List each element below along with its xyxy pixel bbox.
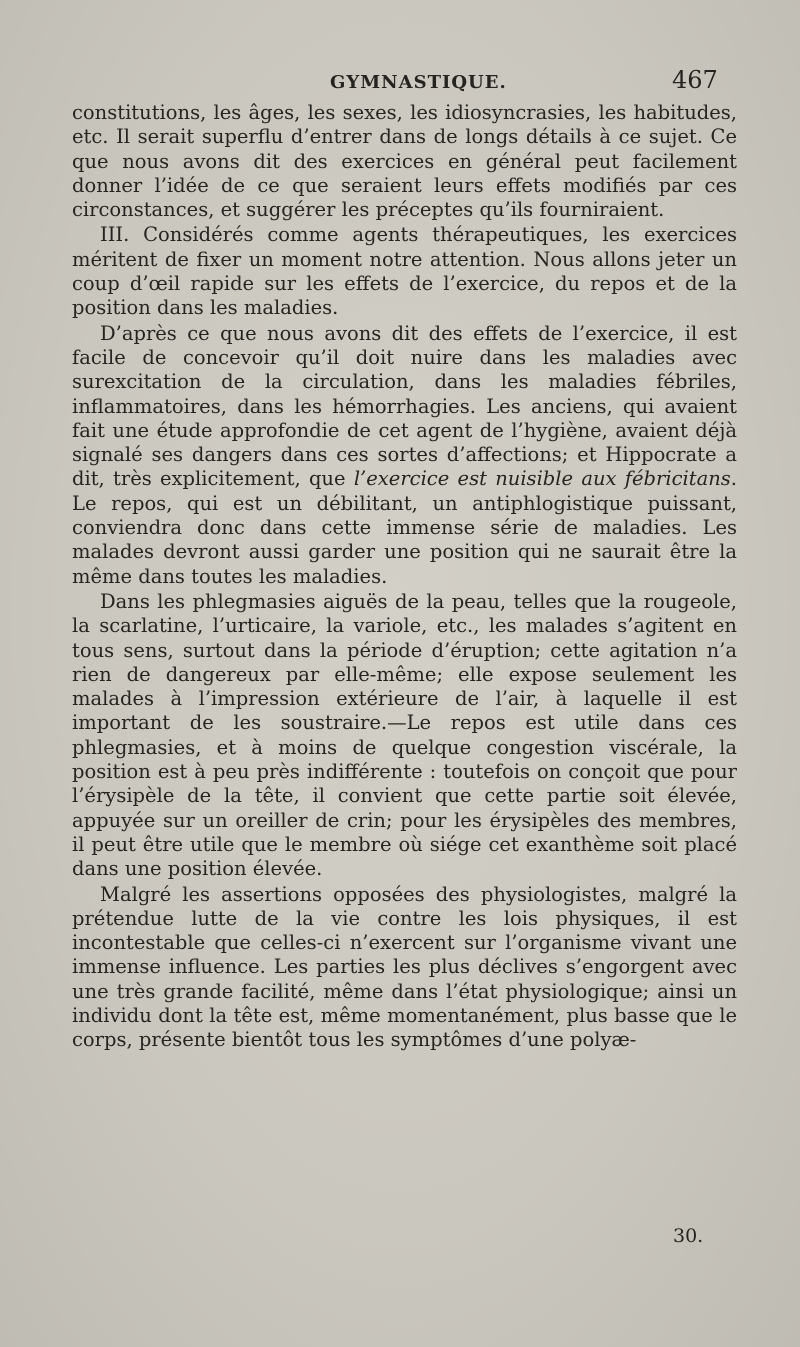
body-text bbox=[72, 101, 737, 1053]
paragraph-3-text-after: . Le repos, qui est un débilitant, un antiphlogistique puissant, conviendra donc dans cette immense série de maladies. Les malades devront aussi garder une position qui ne saurait être la même dans toutes les maladies. bbox=[72, 467, 737, 588]
paragraph-3 bbox=[72, 322, 737, 589]
hippocrates-quote: l’exercice est nuisible aux fébricitans bbox=[353, 467, 731, 491]
page-number: 467 bbox=[672, 66, 718, 94]
running-title: GYMNASTIQUE. bbox=[330, 72, 507, 93]
paragraph-1: constitutions, les âges, les sexes, les idiosyncrasies, les habitudes, etc. Il serait superflu d’entrer dans de longs détails à ce sujet. Ce que nous avons dit des exercices en général peut facilement donner l’idée de ce que seraient leurs effets modifiés par ces circonstances, et suggérer les préceptes qu’ils fourniraient. bbox=[72, 101, 737, 222]
paragraph-3-text-before: D’après ce que nous avons dit des effets de l’exercice, il est facile de concevoir qu’il doit nuire dans les maladies avec surexcitation de la circulation, dans les maladies fébriles, inflammatoires, dans les hémorrhagies. Les anciens, qui avaient fait une étude approfondie de cet agent de l’hygiène, avaient déjà signalé ses dangers dans ces sortes d’affections; et Hippocrate a dit, très explicitement, que bbox=[72, 321, 737, 491]
signature-mark: 30. bbox=[673, 1225, 704, 1247]
paragraph-5: Malgré les assertions opposées des physiologistes, malgré la prétendue lutte de la vie contre les lois physiques, il est incontestable que celles-ci n’exercent sur l’organisme vivant une immense influence. Les parties les plus déclives s’engorgent avec une très grande facilité, même dans l’état physiologique; ainsi un individu dont la tête est, même momentanément, plus basse que le corps, présente bientôt tous les symptômes d’une polyæ- bbox=[72, 882, 737, 1052]
page-header bbox=[0, 64, 800, 104]
paragraph-2: III. Considérés comme agents thérapeutiques, les exercices méritent de fixer un moment notre attention. Nous allons jeter un coup d’œil rapide sur les effets de l’exercice, du repos et de la position dans les maladies. bbox=[72, 223, 737, 320]
paragraph-4: Dans les phlegmasies aiguës de la peau, telles que la rougeole, la scarlatine, l’urticaire, la variole, etc., les malades s’agitent en tous sens, surtout dans la période d’éruption; cette agitation n’a rien de dangereux par elle-même; elle expose seulement les malades à l’impression extérieure de l’air, à laquelle il est important de les soustraire.—Le repos est utile dans ces phlegmasies, et à moins de quelque congestion viscérale, la position est à peu près indifférente : toutefois on conçoit que pour l’érysipèle de la tête, il convient que cette partie soit élevée, appuyée sur un oreiller de crin; pour les érysipèles des membres, il peut être utile que le membre où siége cet exanthème soit placé dans une position élevée. bbox=[72, 589, 737, 881]
